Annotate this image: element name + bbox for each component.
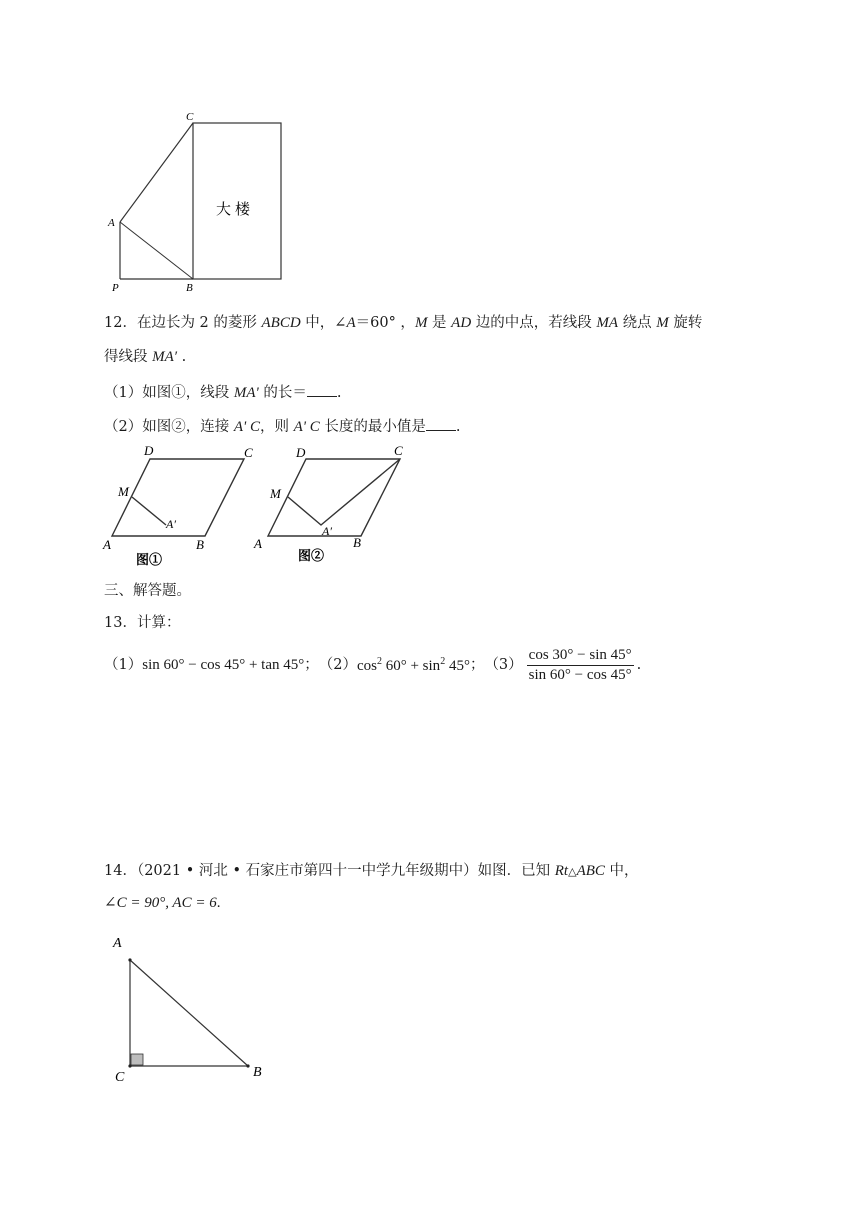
label-d: D: [144, 443, 154, 458]
q12-text: （1）如图①，线段: [104, 385, 234, 401]
section-heading: 三、解答题。: [104, 583, 191, 599]
q12-text: 是: [427, 315, 452, 331]
q13-parts: [104, 648, 641, 683]
label-a-prime: A′: [322, 524, 332, 538]
q13-part3-fraction: [527, 648, 634, 683]
q12-text: 中，∠: [300, 315, 347, 331]
side-ab: [130, 960, 248, 1066]
figure-caption: 图②: [298, 548, 325, 563]
exponent: 2: [440, 656, 446, 667]
q12-var-ma: MA: [596, 315, 619, 331]
right-triangle-figure: [106, 930, 276, 1090]
label-c: C: [115, 1070, 125, 1085]
building-figure: [100, 108, 290, 298]
building-label: 大楼: [216, 202, 255, 218]
label-d: D: [296, 445, 306, 460]
q12-text: .: [177, 349, 187, 365]
q13-stem: 13．计算：: [104, 615, 181, 631]
q13-separator: ；: [469, 657, 485, 674]
q12-var-m: M: [656, 315, 669, 331]
point-a: [128, 958, 131, 961]
q12-text: 长度的最小值是: [319, 419, 426, 435]
q12-var-ma-prime: MA′: [152, 349, 178, 365]
label-b: B: [196, 537, 204, 552]
q14-stem: [104, 864, 639, 879]
label-m: M: [270, 486, 281, 501]
q13-end-period: .: [636, 657, 642, 674]
q14-text: 14．（2021 • 河北 • 石家庄市第四十一中学九年级期中）如图．已知: [104, 863, 555, 879]
q12-text: 边的中点，若线段: [471, 315, 597, 331]
point-b: [246, 1064, 249, 1067]
q12-text: ＝60° ，: [355, 315, 415, 331]
fraction-denominator: sin 60° − cos 45°: [528, 667, 632, 683]
q12-var-ma-prime: MA': [233, 385, 259, 401]
label-b: B: [353, 535, 361, 550]
q12-part1: [104, 384, 341, 401]
answer-blank: [426, 418, 456, 431]
fraction-numerator: cos 30° − sin 45°: [527, 648, 634, 666]
q12-text: ，则: [259, 419, 294, 435]
q12-text: 旋转: [668, 315, 703, 331]
q13-part1-label: （1）: [104, 657, 143, 674]
q13-part3-label: （3）: [484, 657, 523, 674]
rhombus-figure-1: [98, 440, 268, 570]
q14-var-rt: Rt: [554, 863, 569, 879]
q12-stem-line2: [104, 350, 186, 365]
label-c: C: [186, 111, 194, 123]
answer-blank: [307, 384, 337, 397]
label-p: P: [112, 282, 119, 294]
label-a: A: [113, 936, 122, 951]
line-ab: [120, 222, 193, 279]
line-ac: [120, 123, 193, 222]
q14-var-abc: ABC: [576, 863, 605, 879]
q13-part1-expression: sin 60° − cos 45° + tan 45°: [142, 657, 305, 673]
label-b: B: [253, 1065, 262, 1080]
q12-part2: [104, 418, 460, 435]
label-a-prime: A′: [166, 517, 176, 531]
segment-ma-prime: [132, 497, 166, 525]
label-c: C: [244, 445, 253, 460]
q12-var-a: A: [346, 315, 356, 331]
q13-part2-text: 60° + sin: [381, 658, 441, 674]
q12-text: 的长＝: [258, 385, 307, 401]
label-m: M: [118, 484, 129, 499]
q12-text: 12．在边长为 2 的菱形: [104, 315, 262, 331]
q14-text: 中，: [604, 863, 639, 879]
q12-text: .: [336, 385, 342, 401]
label-a: A: [254, 536, 262, 551]
figure-caption: 图①: [136, 552, 163, 567]
q12-var-a-prime-c: A' C: [293, 419, 320, 435]
q12-stem-line1: [104, 316, 702, 331]
label-b: B: [186, 282, 193, 294]
label-c: C: [394, 443, 403, 458]
q12-text: .: [455, 419, 461, 435]
q13-part2-text: 45°: [445, 658, 470, 674]
q12-var-abcd: ABCD: [261, 315, 301, 331]
rhombus-figure-2: [248, 440, 418, 570]
label-a: A: [108, 217, 115, 229]
q14-condition-text: ∠C = 90°, AC = 6: [104, 895, 217, 911]
exponent: 2: [376, 656, 382, 667]
q13-separator: ；: [304, 657, 319, 674]
building-rect: [193, 123, 281, 279]
triangle-symbol: △: [568, 866, 577, 878]
q12-var-ad: AD: [451, 315, 472, 331]
q12-text: 绕点: [618, 315, 657, 331]
q12-var-m: M: [414, 315, 428, 331]
q14-condition: [104, 896, 220, 911]
q12-text: （2）如图②，连接: [104, 419, 234, 435]
q12-var-a-prime-c: A' C: [233, 419, 260, 435]
point-c: [128, 1064, 131, 1067]
q12-text: 得线段: [104, 349, 153, 365]
q13-part2-label: （2）: [318, 657, 357, 674]
q13-part2-expression: [357, 657, 470, 674]
q13-part2-text: cos: [356, 658, 377, 674]
label-a: A: [103, 537, 111, 552]
right-angle-mark: [131, 1054, 143, 1065]
q14-text: .: [216, 895, 221, 911]
